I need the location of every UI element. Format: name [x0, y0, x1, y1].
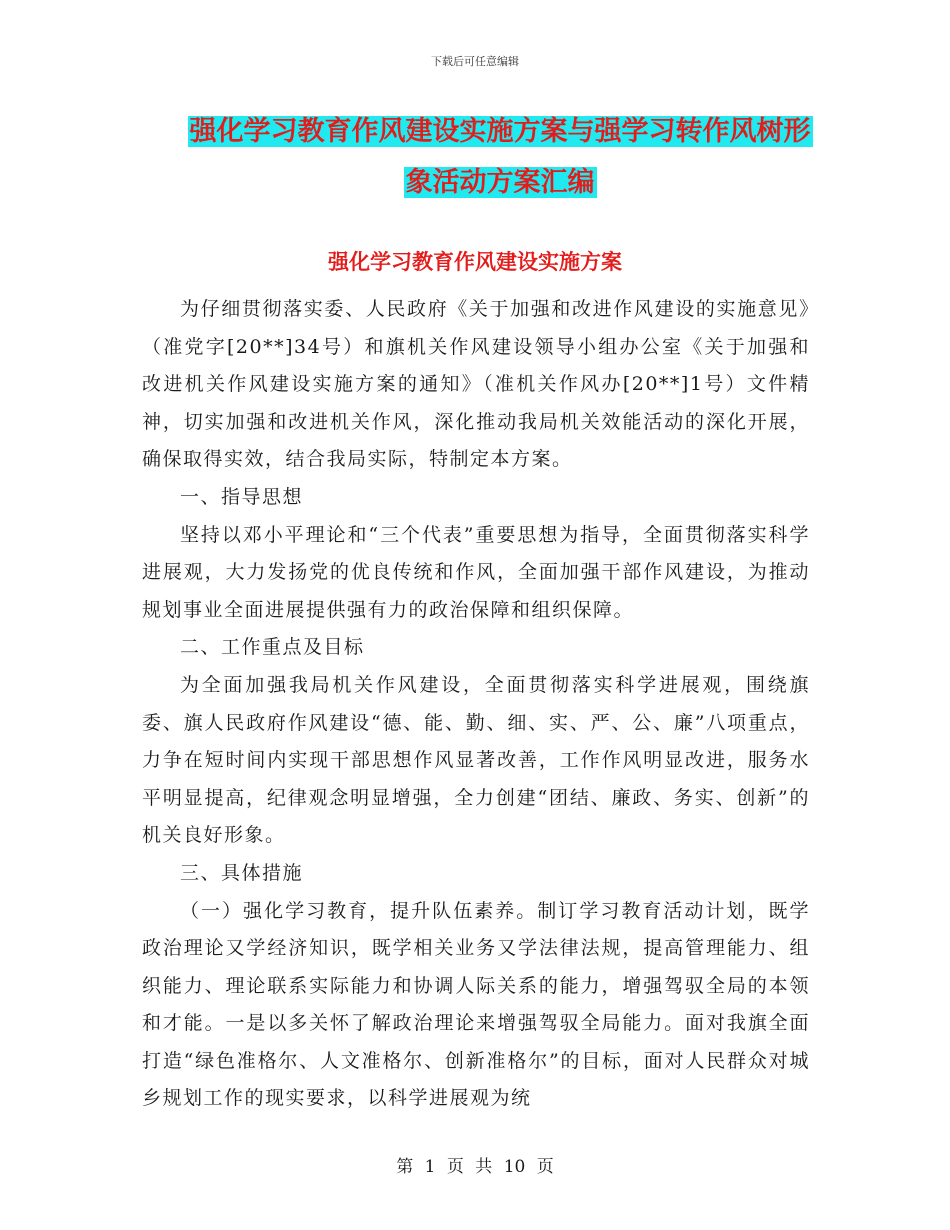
paragraph-intro: 为仔细贯彻落实委、人民政府《关于加强和改进作风建设的实施意见》（准党字[20**]34号）和旗机关作风建设领导小组办公室《关于加强和改进机关作风建设实施方案的通知》（准机关作风办[20**]1号）文件精神，切实加强和改进机关作风，深化推动我局机关效能活动的深化开展，确保取得实效，结合我局实际，特制定本方案。: [142, 298, 810, 471]
heading-specific-measures: 三、具体措施: [180, 861, 304, 884]
section-title: 强化学习教育作风建设实施方案: [328, 250, 622, 274]
document-body: [142, 291, 810, 1118]
paragraph-work-focus: 为全面加强我局机关作风建设，全面贯彻落实科学进展观，围绕旗委、旗人民政府作风建设“德、能、勤、细、实、严、公、廉”八项重点，力争在短时间内实现干部思想作风显著改善，工作作风明显改进，服务水平明显提高，纪律观念明显增强，全力创建“团结、廉政、务实、创新”的机关良好形象。: [142, 673, 810, 847]
document-title: [150, 106, 850, 208]
paragraph-measure-1: （一）强化学习教育，提升队伍素养。制订学习教育活动计划，既学政治理论又学经济知识，既学相关业务又学法律法规，提高管理能力、组织能力、理论联系实际能力和协调人际关系的能力，增强驾驭全局的本领和才能。一是以多关怀了解政治理论来增强驾驭全局能力。面对我旗全面打造“绿色准格尔、人文准格尔、创新准格尔”的目标，面对人民群众对城乡规划工作的现实要求，以科学进展观为统: [142, 899, 810, 1110]
document-title-line-1: 强化学习教育作风建设实施方案与强学习转作风树形: [189, 116, 811, 147]
document-title-line-2: 象活动方案汇编: [405, 167, 595, 198]
heading-guiding-ideology: 一、指导思想: [180, 485, 304, 508]
paragraph-guiding-ideology: 坚持以邓小平理论和“三个代表”重要思想为指导，全面贯彻落实科学进展观，大力发扬党的优良传统和作风，全面加强干部作风建设，为推动规划事业全面进展提供强有力的政治保障和组织保障。: [142, 523, 810, 621]
page-footer: 第 1 页 共 10 页: [396, 1157, 554, 1177]
heading-work-focus: 二、工作重点及目标: [180, 636, 365, 659]
header-note: 下载后可任意编辑: [431, 55, 519, 68]
